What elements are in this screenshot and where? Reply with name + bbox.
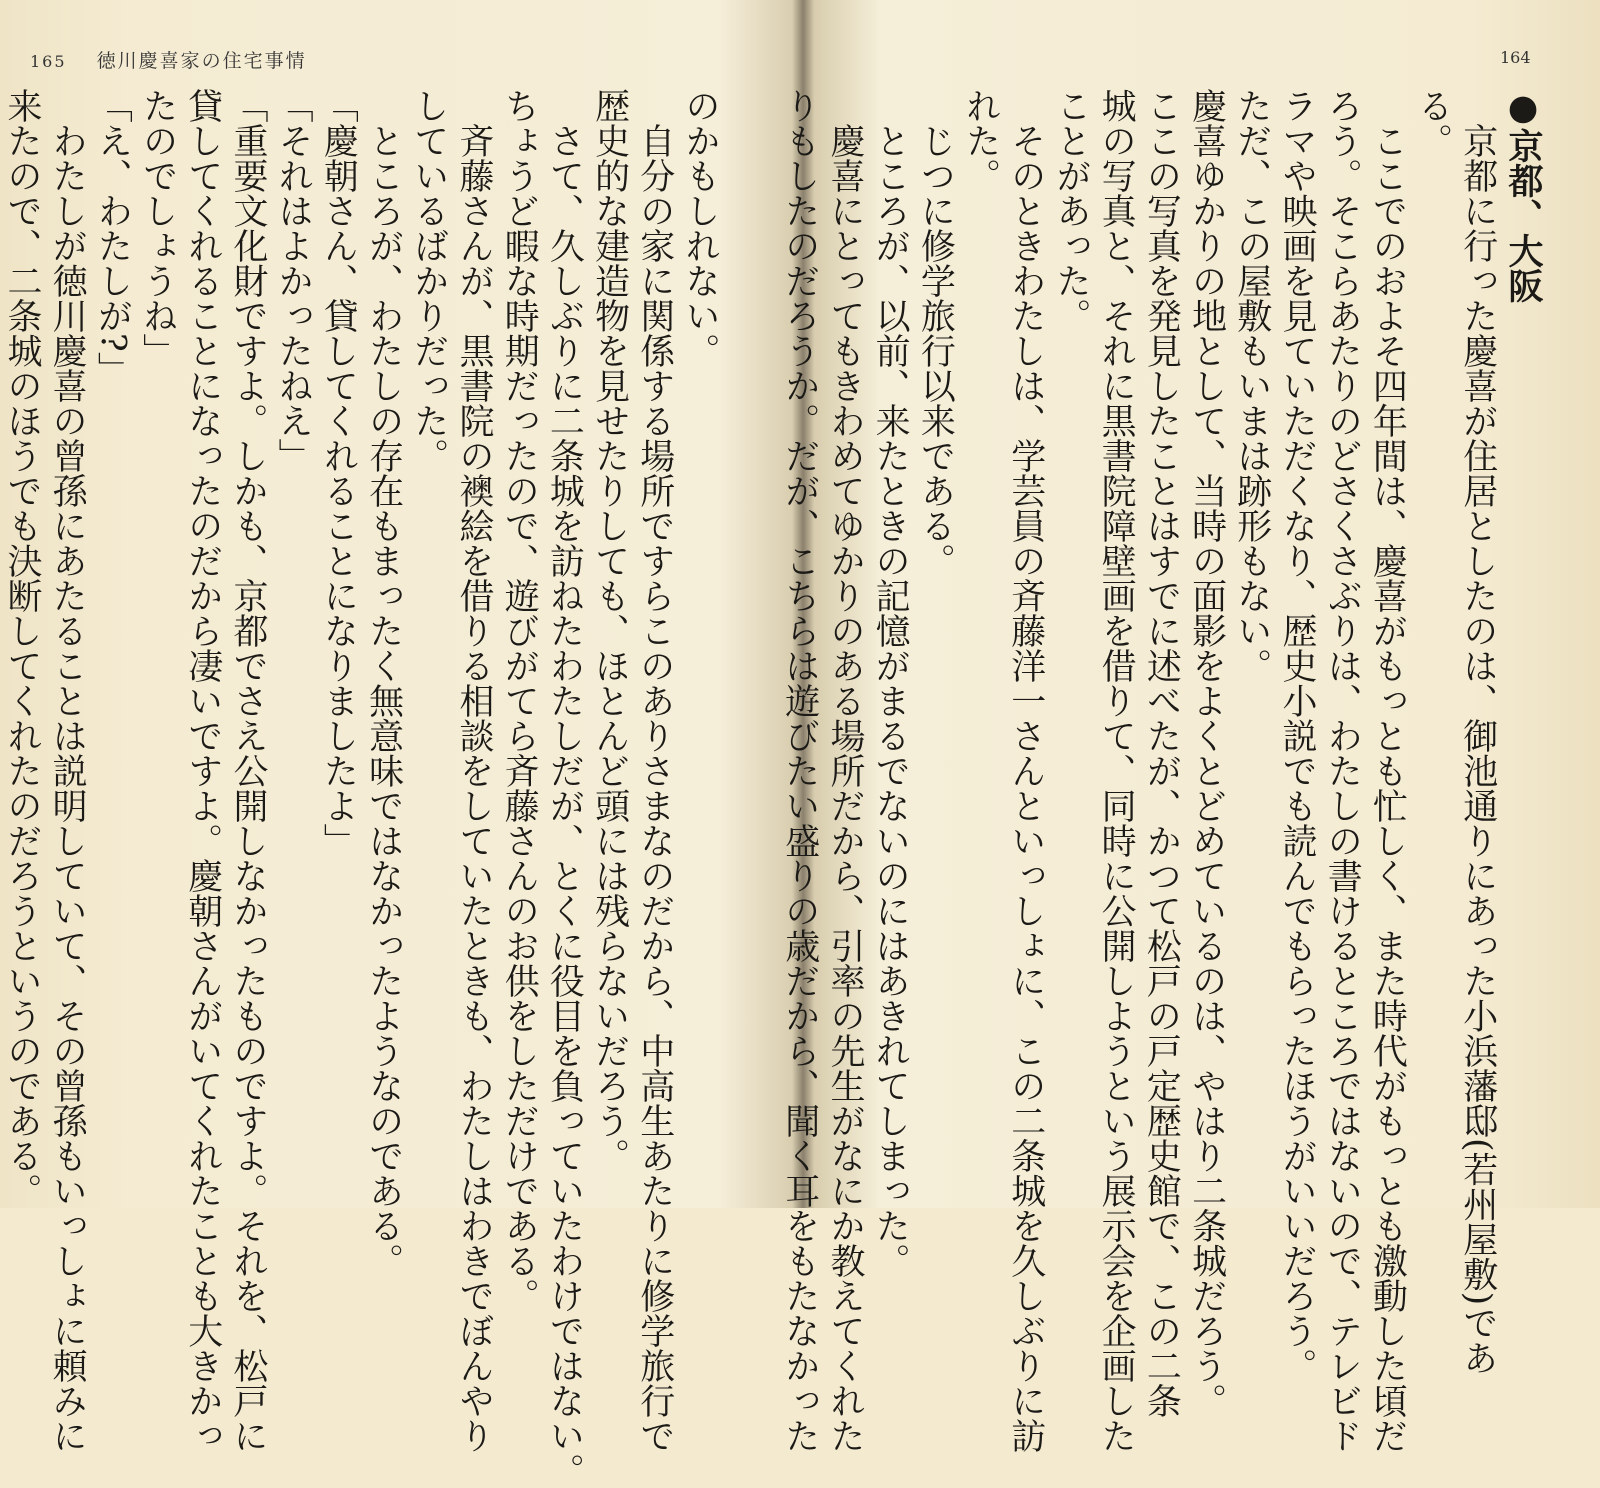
text-line: 貸してくれることになったのだから凄いですよ。慶朝さんがいてくれたことも大きかっ xyxy=(182,88,223,1453)
right-body-text xyxy=(779,88,1545,1453)
text-line: 城の写真と、それに黒書院障壁画を借りて、同時に公開しようという展示会を企画した xyxy=(1096,88,1137,1453)
text-line: る。 xyxy=(1412,88,1453,158)
text-line: 自分の家に関係する場所ですらこのありさまなのだから、中高生あたりに修学旅行で xyxy=(634,123,675,1453)
text-line: わたしが徳川慶喜の曾孫にあたることは説明していて、その曾孫もいっしょに頼みに xyxy=(47,123,88,1453)
page-number-left: 165 xyxy=(30,52,67,71)
text-line: ちょうど暇な時期だったので、遊びがてら斉藤さんのお供をしただけである。 xyxy=(499,88,540,1313)
text-line: ラマや映画を見ていただくなり、歴史小説でも読んでもらったほうがいいだろう。 xyxy=(1276,88,1317,1383)
text-line: 京都に行った慶喜が住居としたのは、御池通りにあった小浜藩邸(若州屋敷)であ xyxy=(1457,123,1498,1376)
text-line: ここの写真を発見したことはすでに述べたが、かつて松戸の戸定歴史館で、この二条 xyxy=(1141,88,1182,1418)
text-line: しているばかりだった。 xyxy=(408,88,449,473)
text-line: のかもしれない。 xyxy=(680,88,720,368)
text-line: 斉藤さんが、黒書院の襖絵を借りる相談をしていたときも、わたしはわきでぼんやり xyxy=(453,123,494,1453)
text-line: ところが、以前、来たときの記憶がまるでないのにはあきれてしまった。 xyxy=(870,123,911,1278)
text-line: ろう。そこらあたりのどさくさぶりは、わたしの書けるところではないので、テレビド xyxy=(1322,88,1363,1453)
text-line: 慶喜にとってもきわめてゆかりのある場所だから、引率の先生がなにか教えてくれた xyxy=(824,123,865,1453)
left-body-text xyxy=(1,88,722,1488)
text-line: 歴史的な建造物を見せたりしても、ほとんど頭には残らないだろう。 xyxy=(589,88,630,1173)
text-line: たのでしょうね」 xyxy=(137,88,178,368)
text-line: さて、久しぶりに二条城を訪ねたわたしだが、とくに役目を負っていたわけではない。 xyxy=(544,123,585,1488)
text-line: れた。 xyxy=(960,88,1001,193)
running-head xyxy=(30,46,307,73)
page-number-right: 164 xyxy=(1500,48,1531,67)
text-line: ここでのおよそ四年間は、慶喜がもっとも忙しく、また時代がもっとも激動した頃だ xyxy=(1367,123,1408,1453)
running-head-title: 徳川慶喜家の住宅事情 xyxy=(96,50,307,72)
text-line: 来たので、二条城のほうでも決断してくれたのだろうというのである。 xyxy=(1,88,42,1208)
text-line: そのときわたしは、学芸員の斉藤洋一さんといっしょに、この二条城を久しぶりに訪 xyxy=(1005,123,1046,1453)
left-page xyxy=(0,0,790,1488)
text-line: ただ、この屋敷もいまは跡形もない。 xyxy=(1231,88,1272,683)
text-line: ことがあった。 xyxy=(1050,88,1091,333)
text-line: 「え、わたしが?」 xyxy=(92,88,133,387)
text-line: ところが、わたしの存在もまったく無意味ではなかったようなのである。 xyxy=(363,123,404,1278)
text-line: 慶喜ゆかりの地として、当時の面影をよくとどめているのは、やはり二条城だろう。 xyxy=(1186,88,1227,1418)
right-page xyxy=(779,0,1600,1453)
text-line: 「慶朝さん、貸してくれることになりましたよ」 xyxy=(318,88,359,858)
text-line: りもしたのだろうか。だが、こちらは遊びたい盛りの歳だから、聞く耳をもたなかった xyxy=(779,88,820,1453)
section-heading: ●京都、大阪 xyxy=(1503,88,1543,303)
text-line: じつに修学旅行以来である。 xyxy=(915,123,956,578)
text-line: 「それはよかったねえ」 xyxy=(273,88,314,473)
text-line: 「重要文化財ですよ。しかも、京都でさえ公開しなかったものですよ。それを、松戸に xyxy=(227,88,268,1453)
